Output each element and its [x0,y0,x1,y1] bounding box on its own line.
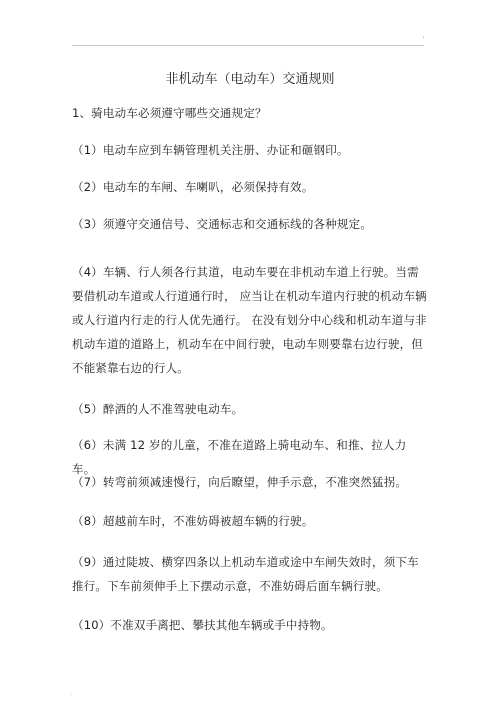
header-rule [72,45,424,46]
rule-5: （5）醉酒的人不准驾驶电动车。 [72,402,244,416]
rule-9: （9）通过陡坡、横穿四条以上机动车道或途中车闸失效时，须下车推行。下车前须伸手上下摆动示意，不准妨碍后面车辆行驶。 [72,555,419,593]
rule-8: （8）超越前车时，不准妨碍被超车辆的行驶。 [72,514,314,528]
rule-3: （3）须遵守交通信号、交通标志和交通标线的各种规定。 [72,217,373,231]
question-heading: 1、骑电动车必须遵守哪些交通规定？ [72,106,267,120]
rule-7: （7）转弯前须减速慢行，向后瞭望，伸手示意，不准突然猛拐。 [72,475,408,489]
bottom-corner-mark: . [70,690,72,697]
rule-4: （4）车辆、行人须各行其道，电动车要在非机动车道上行驶。当需要借机动车道或人行道通行时， 应当让在机动车道内行驶的机动车辆或人行道内行走的行人优先通行。 在没有划分中心线和机动车道与非机动车道的道路上，机动车在中间行驶，电动车则要靠右边行驶，但不能紧靠右边的行人。 [72,265,427,375]
document-title: 非机动车（电动车）交通规则 [165,72,335,87]
rule-6: （6）未满 12 岁的儿童，不准在道路上骑电动车、和推、拉人力车。 [72,438,407,476]
rule-2: （2）电动车的车闸、车喇叭，必须保持有效。 [72,180,314,194]
rule-10: （10）不准双手离把、攀扶其他车辆或手中持物。 [72,618,333,632]
rule-1: （1）电动车应到车辆管理机关注册、办证和砸钢印。 [72,143,349,157]
top-corner-mark: ' [423,36,425,43]
